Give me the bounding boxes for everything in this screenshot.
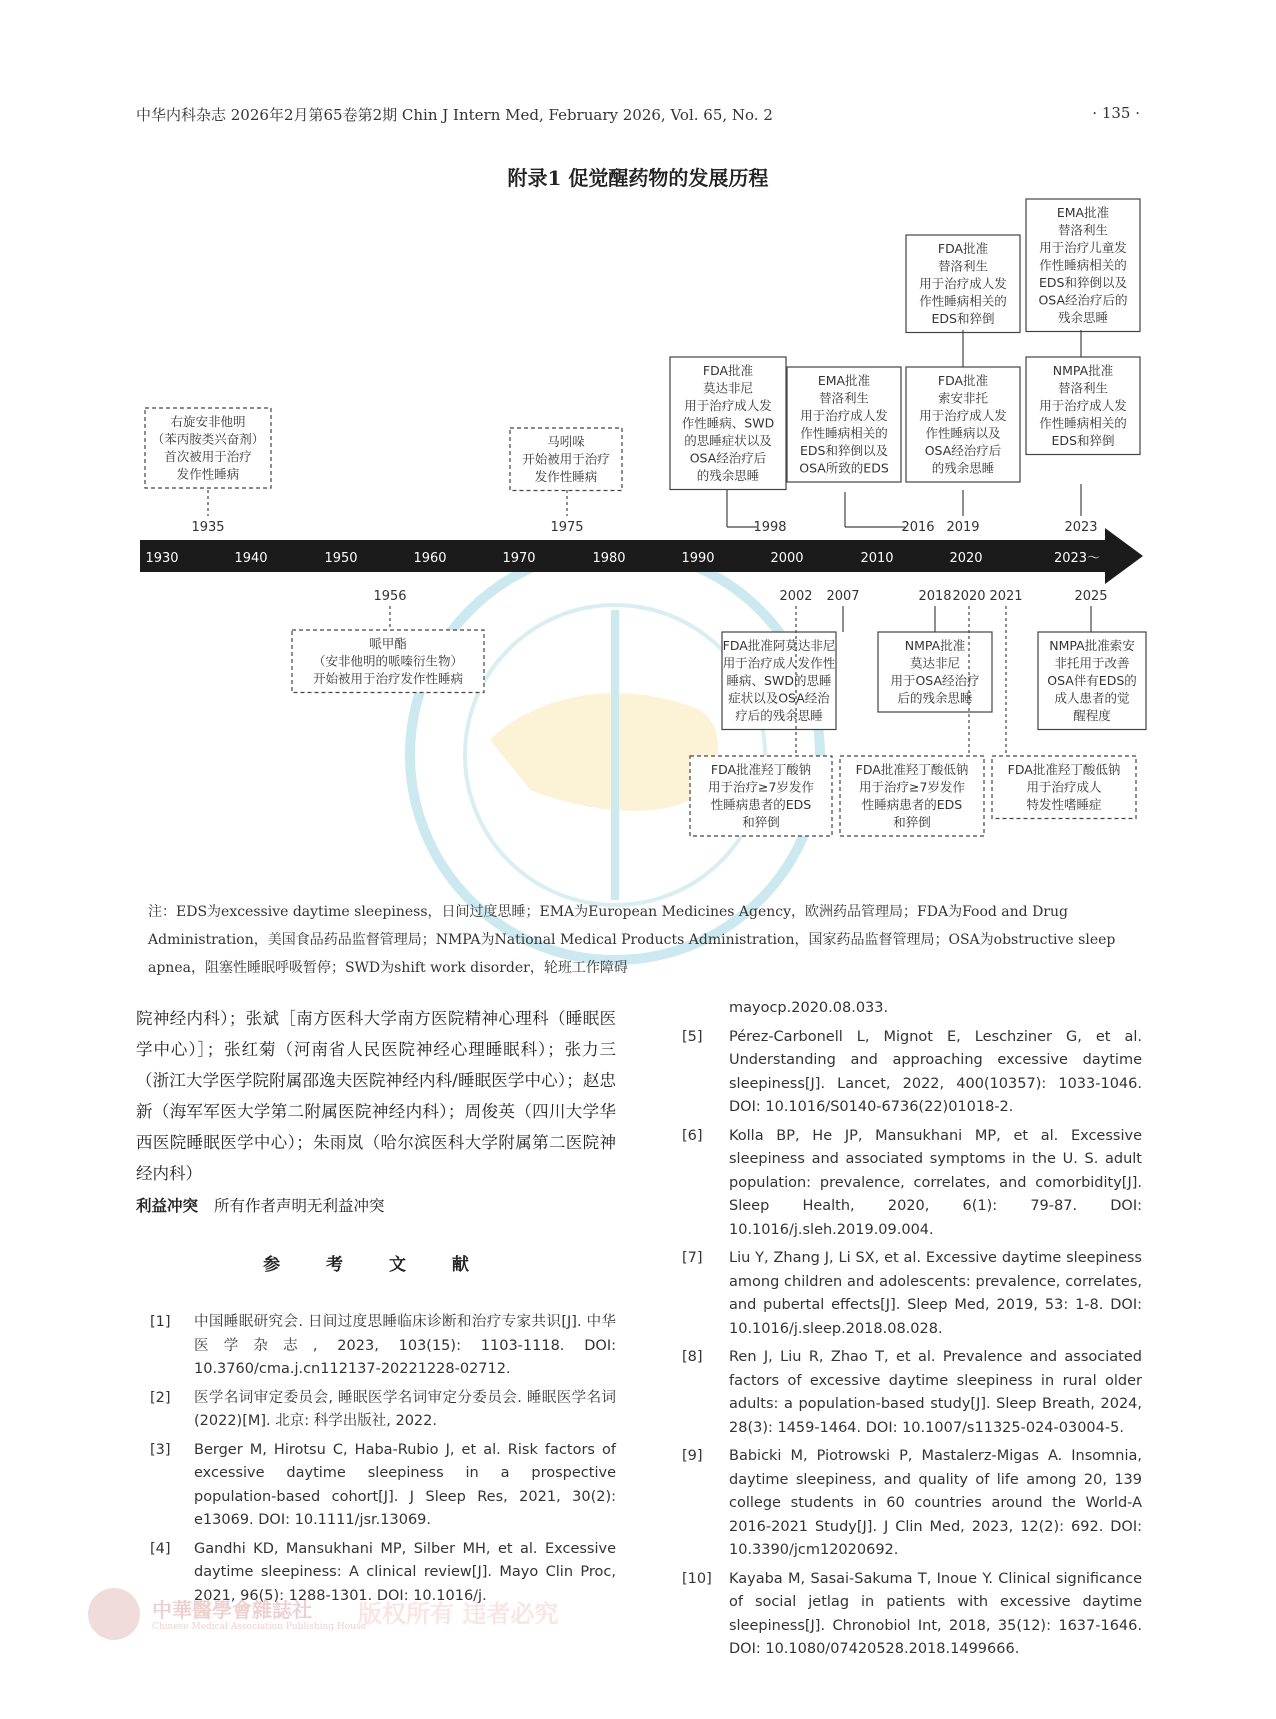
publisher-name-en: Chinese Medical Association Publishing House	[152, 1622, 366, 1632]
year-label-below: 1956	[373, 589, 407, 604]
reference-item	[672, 1125, 1142, 1243]
figure-title: 附录1 促觉醒药物的发展历程	[507, 166, 769, 190]
box-text-line: 替洛利生	[1057, 380, 1109, 396]
box-text-line: OSA经治疗后的	[1038, 292, 1128, 308]
box-text-line: 醒程度	[1073, 708, 1111, 723]
box-text-line: 用于治疗≥7岁发作	[859, 779, 965, 795]
box-text-line: 首次被用于治疗	[164, 449, 252, 464]
right-column	[672, 997, 1142, 1667]
box-text-line: OSA经治疗后	[924, 443, 1002, 458]
box-text-line: 用于治疗儿童发	[1039, 240, 1127, 255]
publisher-logo	[88, 1588, 140, 1640]
timeline-tick-label: 1930	[145, 551, 179, 566]
reference-text: 医学名词审定委员会, 睡眠医学名词审定分委员会. 睡眠医学名词(2022)[M]. 北京: 科学出版社, 2022.	[194, 1389, 616, 1429]
timeline-tick-label: 1940	[234, 551, 268, 566]
box-text-line: 作性睡病相关的	[1039, 415, 1127, 431]
box-text-line: FDA批准	[702, 363, 754, 378]
box-text-line: 作性睡病相关的	[1039, 257, 1127, 273]
box-text-line: 和猝倒	[742, 814, 780, 830]
reference-number: [1]	[150, 1314, 171, 1330]
box-text-line: 马吲哚	[547, 434, 585, 449]
reference-number: [6]	[682, 1127, 703, 1144]
box-text-line: 用于治疗成人发	[1039, 398, 1127, 413]
reference-list-right	[672, 1026, 1142, 1662]
author-affiliations: 院神经内科）；张斌［南方医科大学南方医院精神心理科（睡眠医学中心）］；张红菊（河南省人民医院神经心理睡眠科）；张力三（浙江大学医学院附属邵逸夫医院神经内科/睡眠医学中心）；赵忠新（海军军医大学第二附属医院神经内科）；周俊英（四川大学华西医院睡眠医学中心）；朱雨岚（哈尔滨医科大学附属第二医院神经内科）	[136, 1009, 616, 1183]
box-text-line: 的残余思睡	[696, 468, 760, 483]
box-text-line: 用于OSA经治疗	[890, 673, 980, 688]
box-text-line: NMPA批准索安	[1049, 638, 1135, 653]
timeline-tick-label: 1960	[413, 551, 447, 566]
box-text-line: 替洛利生	[937, 258, 989, 274]
reference-item	[136, 1311, 616, 1382]
box-text-line: 的残余思睡	[931, 460, 995, 476]
reference-continuation: mayocp.2020.08.033.	[729, 1000, 889, 1016]
box-text-line: 莫达非尼	[702, 380, 754, 396]
box-text-line: 疗后的残余思睡	[735, 708, 823, 723]
box-text-line: EDS和猝倒	[931, 311, 995, 326]
box-text-line: 性睡病患者的EDS	[861, 797, 963, 812]
box-text-line: NMPA批准	[904, 638, 966, 653]
year-label-above: 2016	[901, 520, 935, 535]
references-heading: 参 考 文 献	[263, 1255, 489, 1275]
timeline-tick-label: 2000	[770, 551, 804, 566]
reference-list-left	[136, 1311, 616, 1608]
box-text-line: 后的残余思睡	[897, 690, 973, 706]
box-text-line: EMA批准	[1056, 205, 1110, 220]
box-text-line: 作性睡病相关的	[800, 425, 888, 441]
reference-item	[136, 1387, 616, 1434]
year-label-below: 2007	[826, 589, 860, 604]
reference-text: Ren J, Liu R, Zhao T, et al. Prevalence and associated factors of excessive daytime sleepiness in rural older adults: a population-based study[J]. Sleep Breath, 2024, 28(3): 1459-1464. DOI: 10.1007/s11325-024-03004-5.	[729, 1349, 1142, 1436]
box-text-line: 用于治疗成人发	[919, 408, 1007, 423]
timeline-tick-label: 2023～	[1053, 551, 1101, 566]
timeline-tick-label: 1990	[681, 551, 715, 566]
box-text-line: 成人患者的觉	[1054, 690, 1130, 706]
reference-text: Liu Y, Zhang J, Li SX, et al. Excessive daytime sleepiness among children and adolescents: prevalence, correlates, and pubertal effects[J]. Sleep Med, 2019, 53: 1-8. DOI: 10.1016/j.sleep.2018.08.028.	[729, 1250, 1142, 1337]
reference-text: Babicki M, Piotrowski P, Mastalerz-Migas A. Insomnia, daytime sleepiness, and quality of life among 20, 139 college students in 60 countries around the World-A 2016-2021 Study[J]. J Clin Med, 2023, 12(2): 692. DOI: 10.3390/jcm12020692.	[729, 1448, 1142, 1558]
box-text-line: EMA批准	[817, 373, 871, 388]
reference-number: [5]	[682, 1028, 703, 1045]
box-text-line: FDA批准羟丁酸低钠	[1007, 762, 1121, 777]
box-text-line: 非托用于改善	[1054, 655, 1130, 671]
box-text-line: （苯丙胺类兴奋剂）	[151, 431, 265, 447]
year-label-below: 2020	[952, 589, 986, 604]
reference-number: [9]	[682, 1448, 703, 1464]
publisher-footer	[88, 1588, 608, 1644]
reference-item	[672, 1445, 1142, 1563]
box-text-line: EDS和猝倒	[1051, 433, 1115, 448]
left-column	[136, 1003, 616, 1613]
year-label-above: 2023	[1064, 520, 1098, 535]
year-label-above: 1975	[550, 520, 584, 535]
reference-number: [10]	[682, 1570, 712, 1587]
reference-item	[136, 1439, 616, 1533]
box-text-line: 发作性睡病	[534, 469, 598, 484]
box-text-line: OSA所致的EDS	[799, 460, 889, 476]
box-text-line: FDA批准	[937, 373, 989, 388]
box-text-line: 残余思睡	[1057, 310, 1109, 325]
box-text-line: 替洛利生	[1057, 222, 1109, 238]
box-text-line: EDS和猝倒以及	[800, 443, 888, 458]
reference-text: Pérez-Carbonell L, Mignot E, Leschziner G, et al. Understanding and approaching excessive daytime sleepiness[J]. Lancet, 2022, 400(10357): 1033-1046. DOI: 10.1016/S0140-6736(22)01018-2.	[729, 1028, 1142, 1115]
box-text-line: 作性睡病相关的	[919, 293, 1007, 309]
year-label-below: 2021	[989, 589, 1023, 604]
reference-text: Kayaba M, Sasai-Sakuma T, Inoue Y. Clinical significance of social jetlag in patients with excessive daytime sleepiness[J]. Chronobiol Int, 2018, 35(12): 1637-1646. DOI: 10.1080/07420528.2018.1499666.	[729, 1570, 1142, 1657]
box-text-line: 替洛利生	[818, 390, 870, 406]
reference-item	[672, 1026, 1142, 1120]
box-text-line: 用于治疗≥7岁发作	[708, 779, 814, 795]
year-label-above: 2019	[946, 520, 980, 535]
reference-text: Berger M, Hirotsu C, Haba-Rubio J, et al. Risk factors of excessive daytime sleepiness in a prospective population-based cohort[J]. J Sleep Res, 2021, 30(2): e13069. DOI: 10.1111/jsr.13069.	[194, 1441, 616, 1528]
box-text-line: FDA批准	[937, 241, 989, 256]
box-text-line: 莫达非尼	[909, 655, 961, 671]
journal-citation: 中华内科杂志 2026年2月第65卷第2期 Chin J Intern Med, February 2026, Vol. 65, No. 2	[136, 106, 773, 124]
box-text-line: 用于治疗成人	[1026, 779, 1102, 795]
copyright-notice: 版权所有 违者必究	[358, 1599, 559, 1628]
box-text-line: 索安非托	[937, 390, 989, 406]
box-text-line: 的思睡症状以及	[684, 433, 772, 448]
page-number: · 135 ·	[1092, 104, 1140, 122]
box-text-line: 开始被用于治疗	[522, 451, 610, 467]
box-text-line: 作性睡病、SWD	[681, 415, 775, 431]
box-text-line: 发作性睡病	[176, 466, 240, 482]
box-text-line: 特发性嗜睡症	[1026, 797, 1102, 812]
reference-item	[672, 1247, 1142, 1341]
year-label-above: 1935	[191, 520, 225, 535]
box-text-line: 用于治疗成人发	[919, 276, 1007, 291]
publisher-name: 中華醫學會雜誌社	[152, 1598, 312, 1622]
timeline-tick-label: 1950	[324, 551, 358, 566]
box-text-line: NMPA批准	[1052, 363, 1114, 378]
reference-number: [8]	[682, 1349, 703, 1365]
box-text-line: 和猝倒	[893, 814, 931, 830]
reference-text: Kolla BP, He JP, Mansukhani MP, et al. Excessive sleepiness and associated symptoms in the U. S. adult population: prevalence, correlates, and comorbidity[J]. Sleep Health, 2020, 6(1): 79-87. DOI: 10.1016/j.sleh.2019.09.004.	[729, 1127, 1142, 1238]
figure-note: 注：EDS为excessive daytime sleepiness，日间过度思睡；EMA为European Medicines Agency，欧洲药品管理局；FDA为Food and Drug Administration，美国食品药品监督管理局；NMPA为National Medical Products Administration，国家药品监督管理局；OSA为obstructive sleep apnea，阻塞性睡眠呼吸暂停；SWD为shift work disorder，轮班工作障碍	[148, 904, 1116, 976]
reference-text: Gandhi KD, Mansukhani MP, Silber MH, et al. Excessive daytime sleepiness: A clinical review[J]. Mayo Clin Proc, 2021, 96(5): 1288-1301. DOI: 10.1016/j.	[194, 1540, 616, 1604]
reference-number: [4]	[150, 1540, 171, 1557]
box-text-line: FDA批准阿莫达非尼	[722, 638, 836, 653]
box-text-line: OSA经治疗后	[689, 450, 767, 466]
reference-number: [3]	[150, 1441, 171, 1458]
coi-text: 所有作者声明无利益冲突	[214, 1197, 385, 1215]
timeline-tick-label: 1970	[502, 551, 536, 566]
reference-item	[672, 1346, 1142, 1440]
box-text-line: 睡病、SWD的思睡	[726, 673, 832, 688]
box-text-line: 用于治疗成人发	[800, 408, 888, 423]
timeline-tick-label: 1980	[592, 551, 626, 566]
box-text-line: 症状以及OSA经治	[728, 690, 830, 706]
box-text-line: OSA伴有EDS的	[1047, 673, 1137, 688]
box-text-line: 用于治疗成人发	[684, 398, 772, 413]
timeline-arrow	[140, 528, 1143, 584]
timeline-tick-label: 2020	[949, 551, 983, 566]
box-text-line: 右旋安非他明	[170, 414, 246, 429]
box-text-line: 用于治疗成人发作性	[722, 655, 836, 671]
box-text-line: 哌甲酯	[369, 636, 407, 651]
reference-text: 中国睡眠研究会. 日间过度思睡临床诊断和治疗专家共识[J]. 中华医学杂志, 2023, 103(15): 1103-1118. DOI: 10.3760/cma.j.cn112137-20221228-02712.	[194, 1314, 616, 1377]
year-label-below: 2025	[1074, 589, 1108, 604]
box-text-line: FDA批准羟丁酸低钠	[855, 762, 969, 777]
box-text-line: 开始被用于治疗发作性睡病	[312, 671, 464, 686]
conflict-of-interest	[136, 1191, 616, 1222]
year-label-below: 2002	[779, 589, 813, 604]
reference-number: [2]	[150, 1389, 171, 1406]
box-text-line: EDS和猝倒以及	[1039, 275, 1127, 290]
year-label-below: 2018	[918, 589, 952, 604]
coi-label: 利益冲突	[136, 1197, 199, 1215]
reference-number: [7]	[682, 1250, 703, 1266]
box-text-line: FDA批准羟丁酸钠	[710, 762, 812, 777]
reference-item	[672, 1568, 1142, 1662]
box-text-line: （安非他明的哌嗪衍生物）	[312, 653, 464, 669]
box-text-line: 作性睡病以及	[925, 425, 1001, 441]
timeline-tick-label: 2010	[860, 551, 894, 566]
box-text-line: 性睡病患者的EDS	[710, 797, 812, 812]
year-label-above: 1998	[753, 520, 787, 535]
